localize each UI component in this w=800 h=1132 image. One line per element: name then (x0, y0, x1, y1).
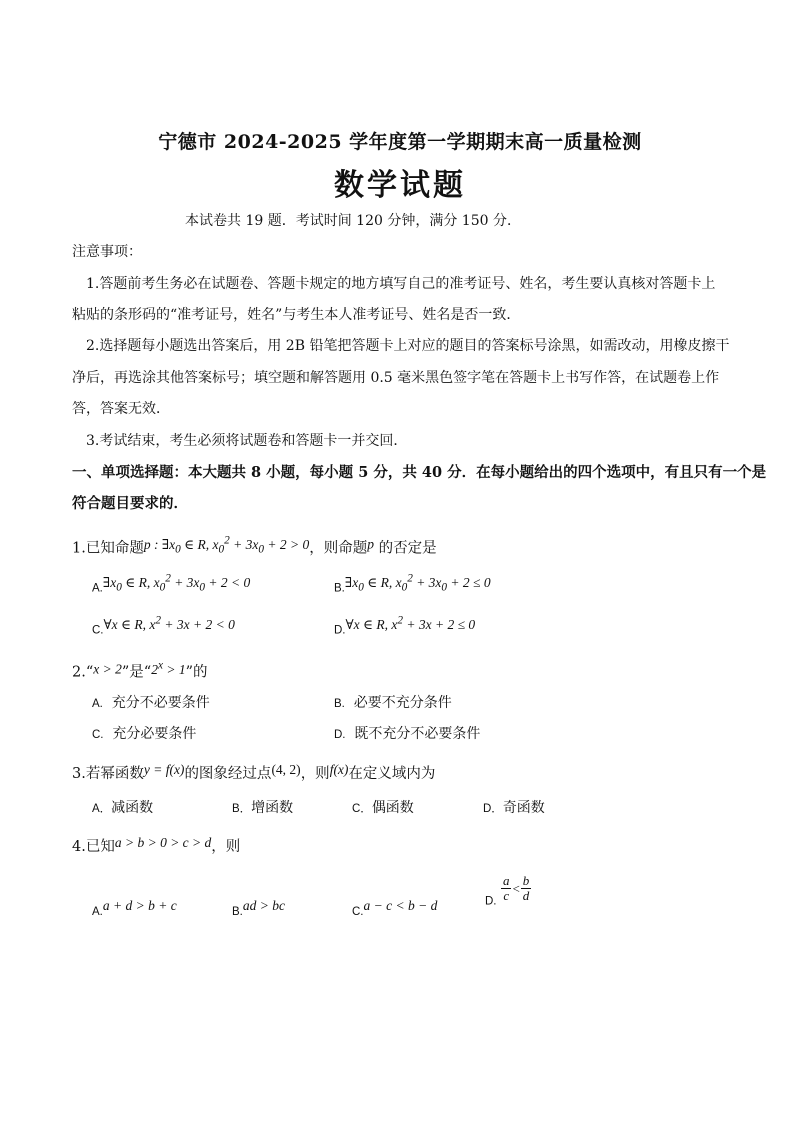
notice-line: 粘贴的条形码的“准考证号，姓名”与考生本人准考证号、姓名是否一致． (72, 307, 521, 323)
fraction-b-over-d: $\frac{b}{d}$ (522, 873, 530, 903)
q4-option-a[interactable]: A.a + d > b + c (92, 898, 177, 918)
section-heading: 一、单项选择题：本大题共 8 小题，每小题 5 分，共 40 分．在每小题给出的四个选项中，有且只有一个是 (72, 464, 767, 481)
question-1: 1.已知命题p : $\exists x_0$ ∈ R, $x_0^2 + 3x_0 + 2 > 0$，则命题p 的否定是 (72, 534, 437, 557)
q4-option-b[interactable]: B.ad > bc (232, 898, 285, 918)
q2-option-b[interactable]: B. 必要不充分条件 (334, 695, 452, 711)
q1-option-c[interactable]: C.∀x ∈ R, $x^2 + 3x + 2 < 0$ (92, 614, 235, 637)
question-3: 3.若幂函数y = f(x)的图象经过点(4, 2)，则f(x)在定义域内为 (72, 762, 436, 782)
q1-option-a[interactable]: $A.\exists x_0$ ∈ R, $x_0^2 + 3x_0 + 2 < 0$ (92, 572, 251, 595)
q1-option-d[interactable]: D.∀x ∈ R, $x^2 + 3x + 2 \le 0$ (334, 614, 476, 637)
q2-option-d[interactable]: D. 既不充分不必要条件 (334, 726, 481, 742)
q4-option-d[interactable]: $_{D.}$ $\frac{a}{c}$ < $\frac{b}{d}$ (485, 873, 530, 908)
notice-line: 净后，再选涂其他答案标号；填空题和解答题用 0.5 毫米黑色签字笔在答题卡上书写作答，在试题卷上作 (72, 370, 720, 386)
q4-option-c[interactable]: C.a − c < b − d (352, 898, 438, 918)
notice-line: 2.选择题每小题选出答案后，用 2B 铅笔把答题卡上对应的题目的答案标号涂黑，如需改动，用橡皮擦干 (86, 338, 730, 354)
notice-heading: 注意事项： (72, 244, 142, 260)
q3-option-b[interactable]: B．增函数 (232, 800, 294, 816)
q1-option-b[interactable]: $B.\exists x_0$ ∈ R, $x_0^2 + 3x_0 + 2 \le 0$ (334, 572, 491, 595)
exam-intro: 本试卷共 19 题．考试时间 120 分钟，满分 150 分． (185, 213, 521, 229)
q3-option-c[interactable]: C．偶函数 (352, 800, 414, 816)
q3-option-a[interactable]: A．减函数 (92, 800, 154, 816)
notice-line: 1.答题前考生务必在试题卷、答题卡规定的地方填写自己的准考证号、姓名，考生要认真核对答题卡上 (86, 276, 716, 292)
section-heading-cont: 符合题目要求的． (72, 495, 188, 512)
notice-line: 3.考试结束，考生必须将试题卷和答题卡一并交回． (86, 433, 408, 449)
question-2: 2.“x > 2”是“$2^x > 1$”的 (72, 659, 208, 681)
q2-option-a[interactable]: A. 充分不必要条件 (92, 695, 210, 711)
exam-title: 宁德市 2024-2025 学年度第一学期期末高一质量检测 (158, 131, 642, 153)
q2-option-c[interactable]: C. 充分必要条件 (92, 726, 197, 742)
question-4: 4.已知a > b > 0 > c > d，则 (72, 835, 241, 855)
notice-line: 答，答案无效． (72, 401, 170, 417)
q3-option-d[interactable]: D．奇函数 (483, 800, 545, 816)
fraction-a-over-c: $\frac{a}{c}$ (502, 873, 510, 903)
subject-title: 数学试题 (334, 168, 466, 203)
q1-condition: p : $\exists x_0$ ∈ R, $x_0^2 + 3x_0 + 2 > 0$ (143, 534, 310, 556)
